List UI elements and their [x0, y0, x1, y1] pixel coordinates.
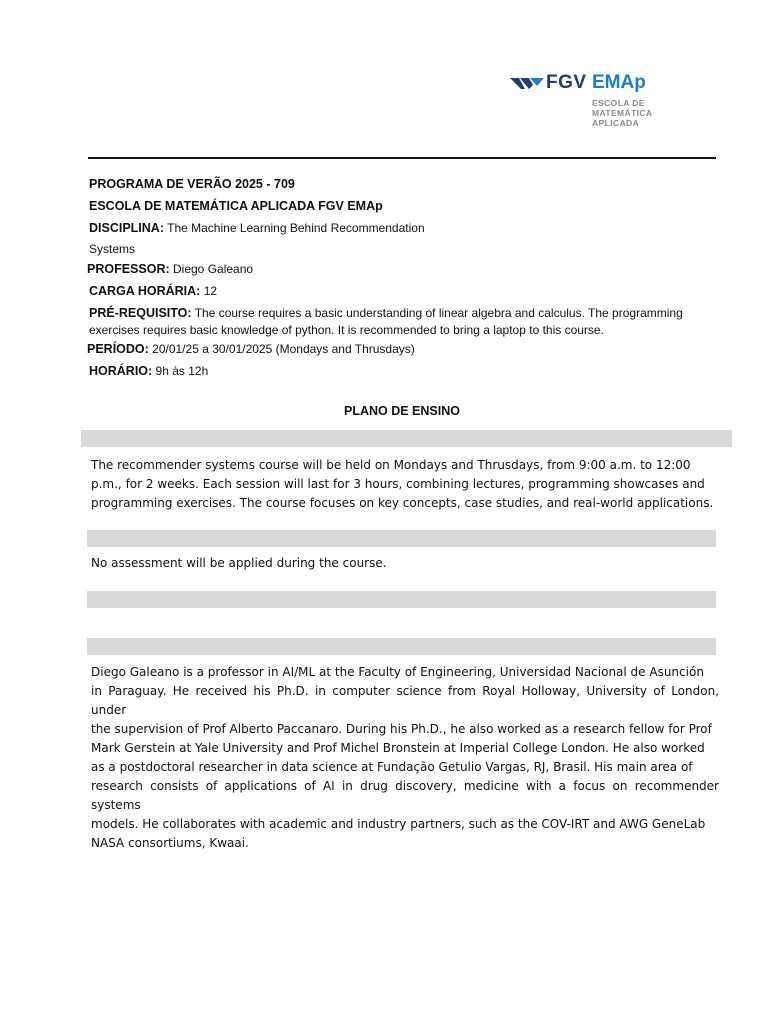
school-line	[89, 198, 383, 214]
disciplina-line	[89, 220, 425, 236]
section-bar-bio	[87, 638, 716, 655]
methodology-paragraph	[91, 456, 719, 513]
logo-subtitle	[592, 98, 653, 128]
paragraph-line: The recommender systems course will be held on Mondays and Thrusdays, from 9:00 a.m. to 12:00	[91, 458, 691, 472]
logo-subtitle-line: MATEMÁTICA	[592, 108, 653, 118]
paragraph-line: Diego Galeano is a professor in AI/ML at the Faculty of Engineering, Universidad Nacional de Asunción	[91, 665, 704, 679]
disciplina-label: DISCIPLINA:	[89, 221, 164, 235]
prereq-line	[89, 305, 683, 321]
logo-subtitle-line: APLICADA	[592, 118, 640, 128]
plano-title: PLANO DE ENSINO	[344, 404, 460, 418]
fgv-logo-mark-icon	[510, 76, 544, 92]
school-title: ESCOLA DE MATEMÁTICA APLICADA FGV EMAp	[89, 199, 383, 213]
logo-name: EMAp	[592, 72, 646, 93]
paragraph-line: the supervision of Prof Alberto Paccanaro. During his Ph.D., he also worked as a research fellow for Prof	[91, 722, 712, 736]
disciplina-value-cont: Systems	[89, 242, 136, 256]
periodo-label: PERÍODO:	[87, 342, 149, 356]
horario-value: 9h às 12h	[155, 364, 209, 378]
prereq-line-2	[89, 322, 604, 338]
periodo-value: 20/01/25 a 30/01/2025 (Mondays and Thrusdays)	[152, 342, 415, 356]
carga-label: CARGA HORÁRIA:	[89, 284, 201, 298]
paragraph-line: research consists of applications of AI in drug discovery, medicine with a focus on recommender systems	[91, 779, 719, 812]
program-line	[89, 176, 295, 192]
horario-line	[89, 363, 208, 379]
section-bar-empty	[87, 591, 716, 608]
header-divider	[88, 157, 716, 159]
assessment-paragraph: No assessment will be applied during the course.	[91, 556, 387, 570]
paragraph-line: Mark Gerstein at Yale University and Prof Michel Bronstein at Imperial College London. He also worked	[91, 741, 705, 755]
paragraph-line: programming exercises. The course focuses on key concepts, case studies, and real-world applications.	[91, 496, 714, 510]
paragraph-line: models. He collaborates with academic and industry partners, such as the COV-IRT and AWG GeneLab	[91, 817, 706, 831]
professor-value: Diego Galeano	[173, 262, 254, 276]
logo-subtitle-line: ESCOLA DE	[592, 98, 645, 108]
carga-value: 12	[203, 284, 218, 298]
prereq-value-cont: exercises requires basic knowledge of python. It is recommended to bring a laptop to this course.	[89, 323, 604, 337]
paragraph-line: NASA consortiums, Kwaai.	[91, 836, 249, 850]
professor-line	[87, 261, 253, 277]
section-bar-methodology	[81, 430, 732, 447]
logo-brand: FGV	[546, 72, 587, 93]
periodo-line	[87, 341, 415, 357]
disciplina-value: The Machine Learning Behind Recommendation	[167, 221, 425, 235]
bio-paragraph	[91, 663, 719, 853]
paragraph-line: p.m., for 2 weeks. Each session will last for 3 hours, combining lectures, programming showcases and	[91, 477, 705, 491]
professor-label: PROFESSOR:	[87, 262, 170, 276]
paragraph-line: in Paraguay. He received his Ph.D. in computer science from Royal Holloway, University of London, under	[91, 684, 719, 717]
prereq-value: The course requires a basic understanding of linear algebra and calculus. The programming	[194, 306, 683, 320]
disciplina-line-2	[89, 241, 135, 257]
section-bar-assessment	[87, 530, 716, 547]
carga-line	[89, 283, 217, 299]
program-title: PROGRAMA DE VERÃO 2025 - 709	[89, 177, 295, 191]
paragraph-line: as a postdoctoral researcher in data science at Fundação Getulio Vargas, RJ, Brasil. His main area of	[91, 760, 693, 774]
prereq-label: PRÉ-REQUISITO:	[89, 306, 192, 320]
fgv-emap-logo	[510, 72, 680, 134]
horario-label: HORÁRIO:	[89, 364, 153, 378]
